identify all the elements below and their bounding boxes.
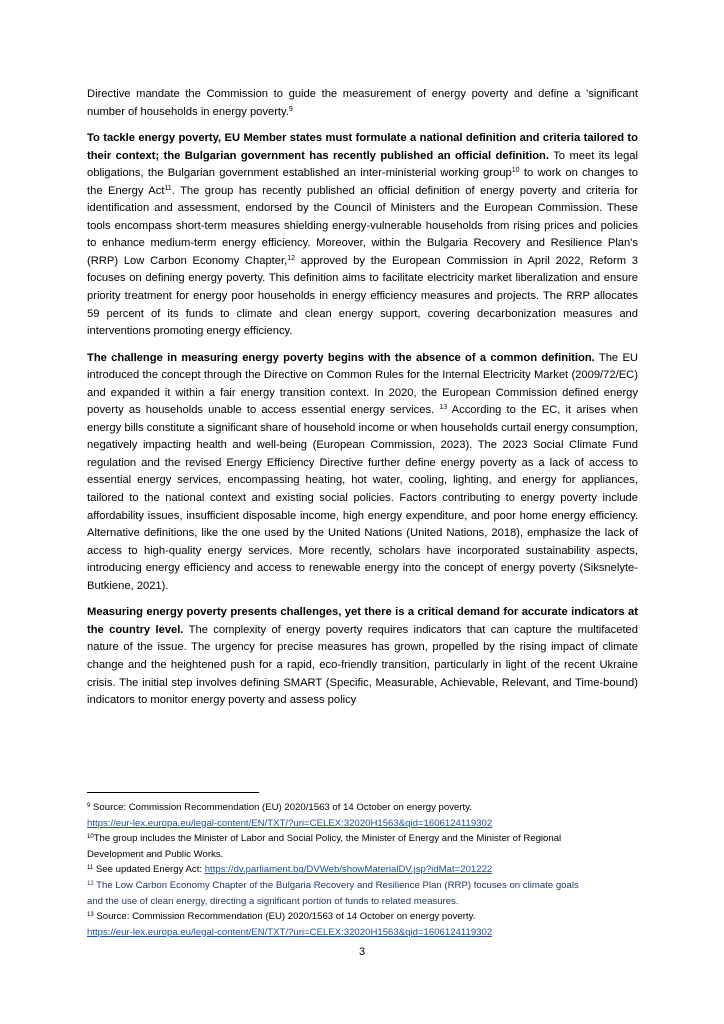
footnote-text: and the use of clean energy, directing a significant portion of funds to related measures.	[87, 895, 459, 907]
footnote-ref[interactable]: 10	[511, 167, 520, 175]
footnote-9-link-line	[87, 816, 647, 832]
footnote-10-cont	[87, 847, 647, 863]
paragraph-4	[87, 604, 638, 709]
footnote-text: The Low Carbon Economy Chapter of the Bulgaria Recovery and Resilience Plan (RRP) focuses on climate goals	[93, 879, 579, 891]
footnote-number: 9	[87, 803, 91, 809]
paragraph-text: The complexity of energy poverty requires indicators that can capture the multifaceted nature of the issue. The urgency for precise measures has grown, propelled by the rising impact of climate change and the heightened push for a rapid, eco-friendly transition, particularly in light of the recent Ukraine crisis. The initial step involves defining SMART (Specific, Measurable, Achievable, Relevant, and Time-bound) indicators to monitor energy poverty and assess policy	[87, 623, 638, 707]
footnote-10	[87, 831, 647, 847]
paragraph-lead: To tackle energy poverty, EU Member states must formulate a national definition and criteria tailored to their context; the Bulgarian government has recently published an official definition.	[87, 132, 638, 162]
footnote-ref[interactable]: 13	[439, 404, 448, 412]
footnote-13	[87, 909, 647, 925]
footnote-13-link-line	[87, 925, 647, 941]
paragraph-lead: The challenge in measuring energy poverty begins with the absence of a common definition.	[87, 351, 595, 364]
paragraph-3	[87, 350, 638, 596]
footnote-ref[interactable]: 11	[164, 184, 172, 192]
paragraph-text: to work on changes to the Energy Act	[87, 167, 638, 197]
footnote-text: Development and Public Works.	[87, 848, 224, 860]
paragraph-text: The EU introduced the concept through the Directive on Common Rules for the Internal Electricity Market (2009/72/EC) and expanded it within a fair energy transition context. In 2020, the European Commission defined energy poverty as households unable to access essential energy services.	[87, 351, 638, 417]
footnote-9	[87, 800, 647, 816]
footnote-11	[87, 862, 647, 878]
footnote-separator	[87, 792, 259, 793]
body-text	[87, 86, 638, 719]
paragraph-lead: Measuring energy poverty presents challenges, yet there is a critical demand for accurate indicators at the country level.	[87, 606, 638, 636]
footnote-link[interactable]: https://eur-lex.europa.eu/legal-content/EN/TXT/?uri=CELEX:32020H1563&qid=1606124119302	[87, 817, 493, 829]
footnote-number: 12	[87, 880, 94, 887]
paragraph-1	[87, 86, 638, 121]
paragraph-2	[87, 130, 638, 341]
footnote-text: See updated Energy Act:	[93, 864, 205, 876]
footnote-ref[interactable]: 12	[287, 254, 296, 262]
paragraph-text: . The group has recently published an official definition of energy poverty and criteria for identification and assessment, endorsed by the Council of Ministers and the European Commission. These tools encompass short-term measures shielding energy-vulnerable households from rising prices and policies to enhance medium-term energy efficiency. Moreover, within the Bulgaria Recovery and Resilience Plan's (RRP) Low Carbon Economy Chapter,	[87, 184, 639, 267]
footnotes	[87, 800, 647, 940]
paragraph-text: Directive mandate the Commission to guide the measurement of energy poverty and define a 'significant number of households in energy poverty.	[87, 88, 638, 118]
footnote-number: 11	[87, 865, 94, 872]
paragraph-text: According to the EC, it arises when energy bills constitute a significant share of household income or when households curtail energy consumption, negatively impacting health and well-being (European Commission, 2023). The 2023 Social Climate Fund regulation and the revised Energy Efficiency Directive further define energy poverty as a lack of access to essential energy services, encompassing heating, hot water, cooling, lighting, and energy for appliances, tailored to the national context and existing social policies. Factors contributing to energy poverty include affordability issues, insufficient disposable income, high energy expenditure, and poor home energy efficiency. Alternative definitions, like the one used by the United Nations (United Nations, 2018), emphasize the lack of access to high-quality energy services. More recently, scholars have incorporated sustainability aspects, introducing energy efficiency and access to renewable energy into the concept of energy poverty (Siksnelyte-Butkiene, 2021).	[87, 404, 638, 592]
footnote-number: 10	[87, 834, 94, 841]
footnote-text: Source: Commission Recommendation (EU) 2020/1563 of 14 October on energy poverty.	[90, 802, 472, 813]
page-number: 3	[358, 946, 366, 958]
footnote-link[interactable]: https://eur-lex.europa.eu/legal-content/EN/TXT/?uri=CELEX:32020H1563&qid=1606124119302	[87, 926, 493, 938]
paragraph-text: approved by the European Commission in April 2022, Reform 3 focuses on defining energy poverty. This definition aims to facilitate electricity market liberalization and ensure priority treatment for energy poor households in energy efficiency measures and projects. The RRP allocates 59 percent of its funds to climate and clean energy support, covering decarbonization measures and interventions promoting energy efficiency.	[87, 254, 638, 338]
footnote-text: The group includes the Minister of Labor and Social Policy, the Minister of Energy and the Minister of Regional	[93, 833, 562, 845]
footnote-12-cont	[87, 894, 647, 910]
paragraph-text: To meet its legal obligations, the Bulgarian government established an inter-ministerial working group	[87, 149, 638, 180]
footnote-link[interactable]: https://dv.parliament.bg/DVWeb/showMaterialDV.jsp?idMat=201222	[204, 864, 493, 876]
footnote-ref[interactable]: 9	[288, 105, 293, 113]
footnote-text: Source: Commission Recommendation (EU) 2020/1563 of 14 October on energy poverty.	[93, 911, 476, 923]
footnote-number: 13	[87, 912, 94, 919]
footnote-12	[87, 878, 647, 894]
